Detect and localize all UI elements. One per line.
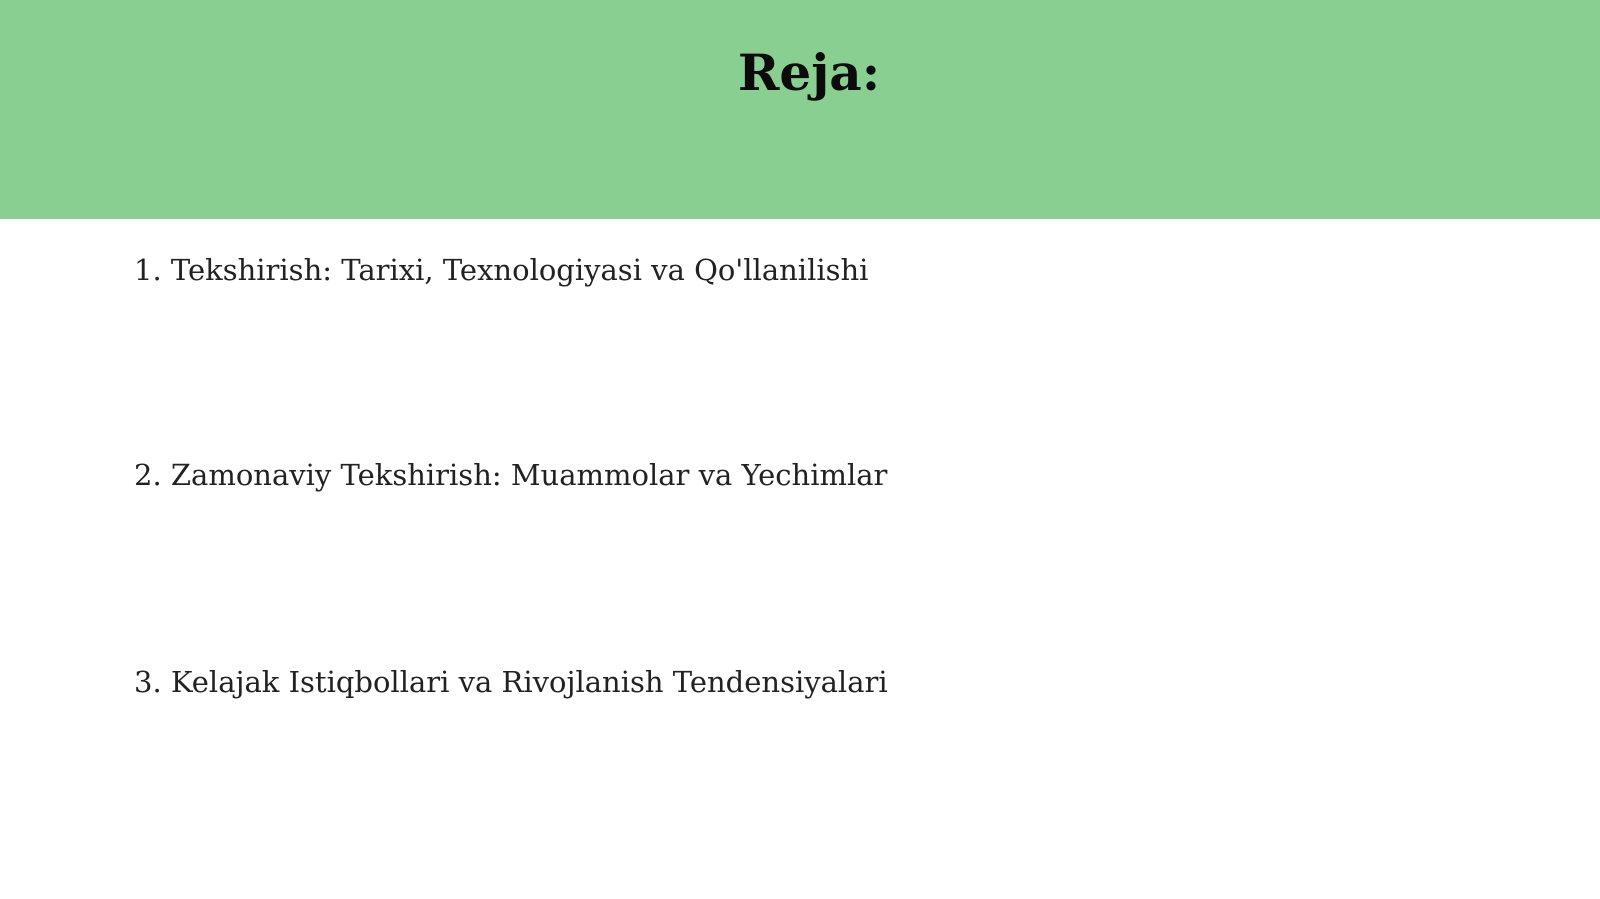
header-band [0,0,1600,219]
plan-item-2: 2. Zamonaviy Tekshirish: Muammolar va Yechimlar [134,458,888,492]
plan-item-1: 1. Tekshirish: Tarixi, Texnologiyasi va Qo'llanilishi [134,253,869,287]
slide-title: Reja: [737,43,881,102]
plan-item-3: 3. Kelajak Istiqbollari va Rivojlanish Tendensiyalari [134,665,888,699]
